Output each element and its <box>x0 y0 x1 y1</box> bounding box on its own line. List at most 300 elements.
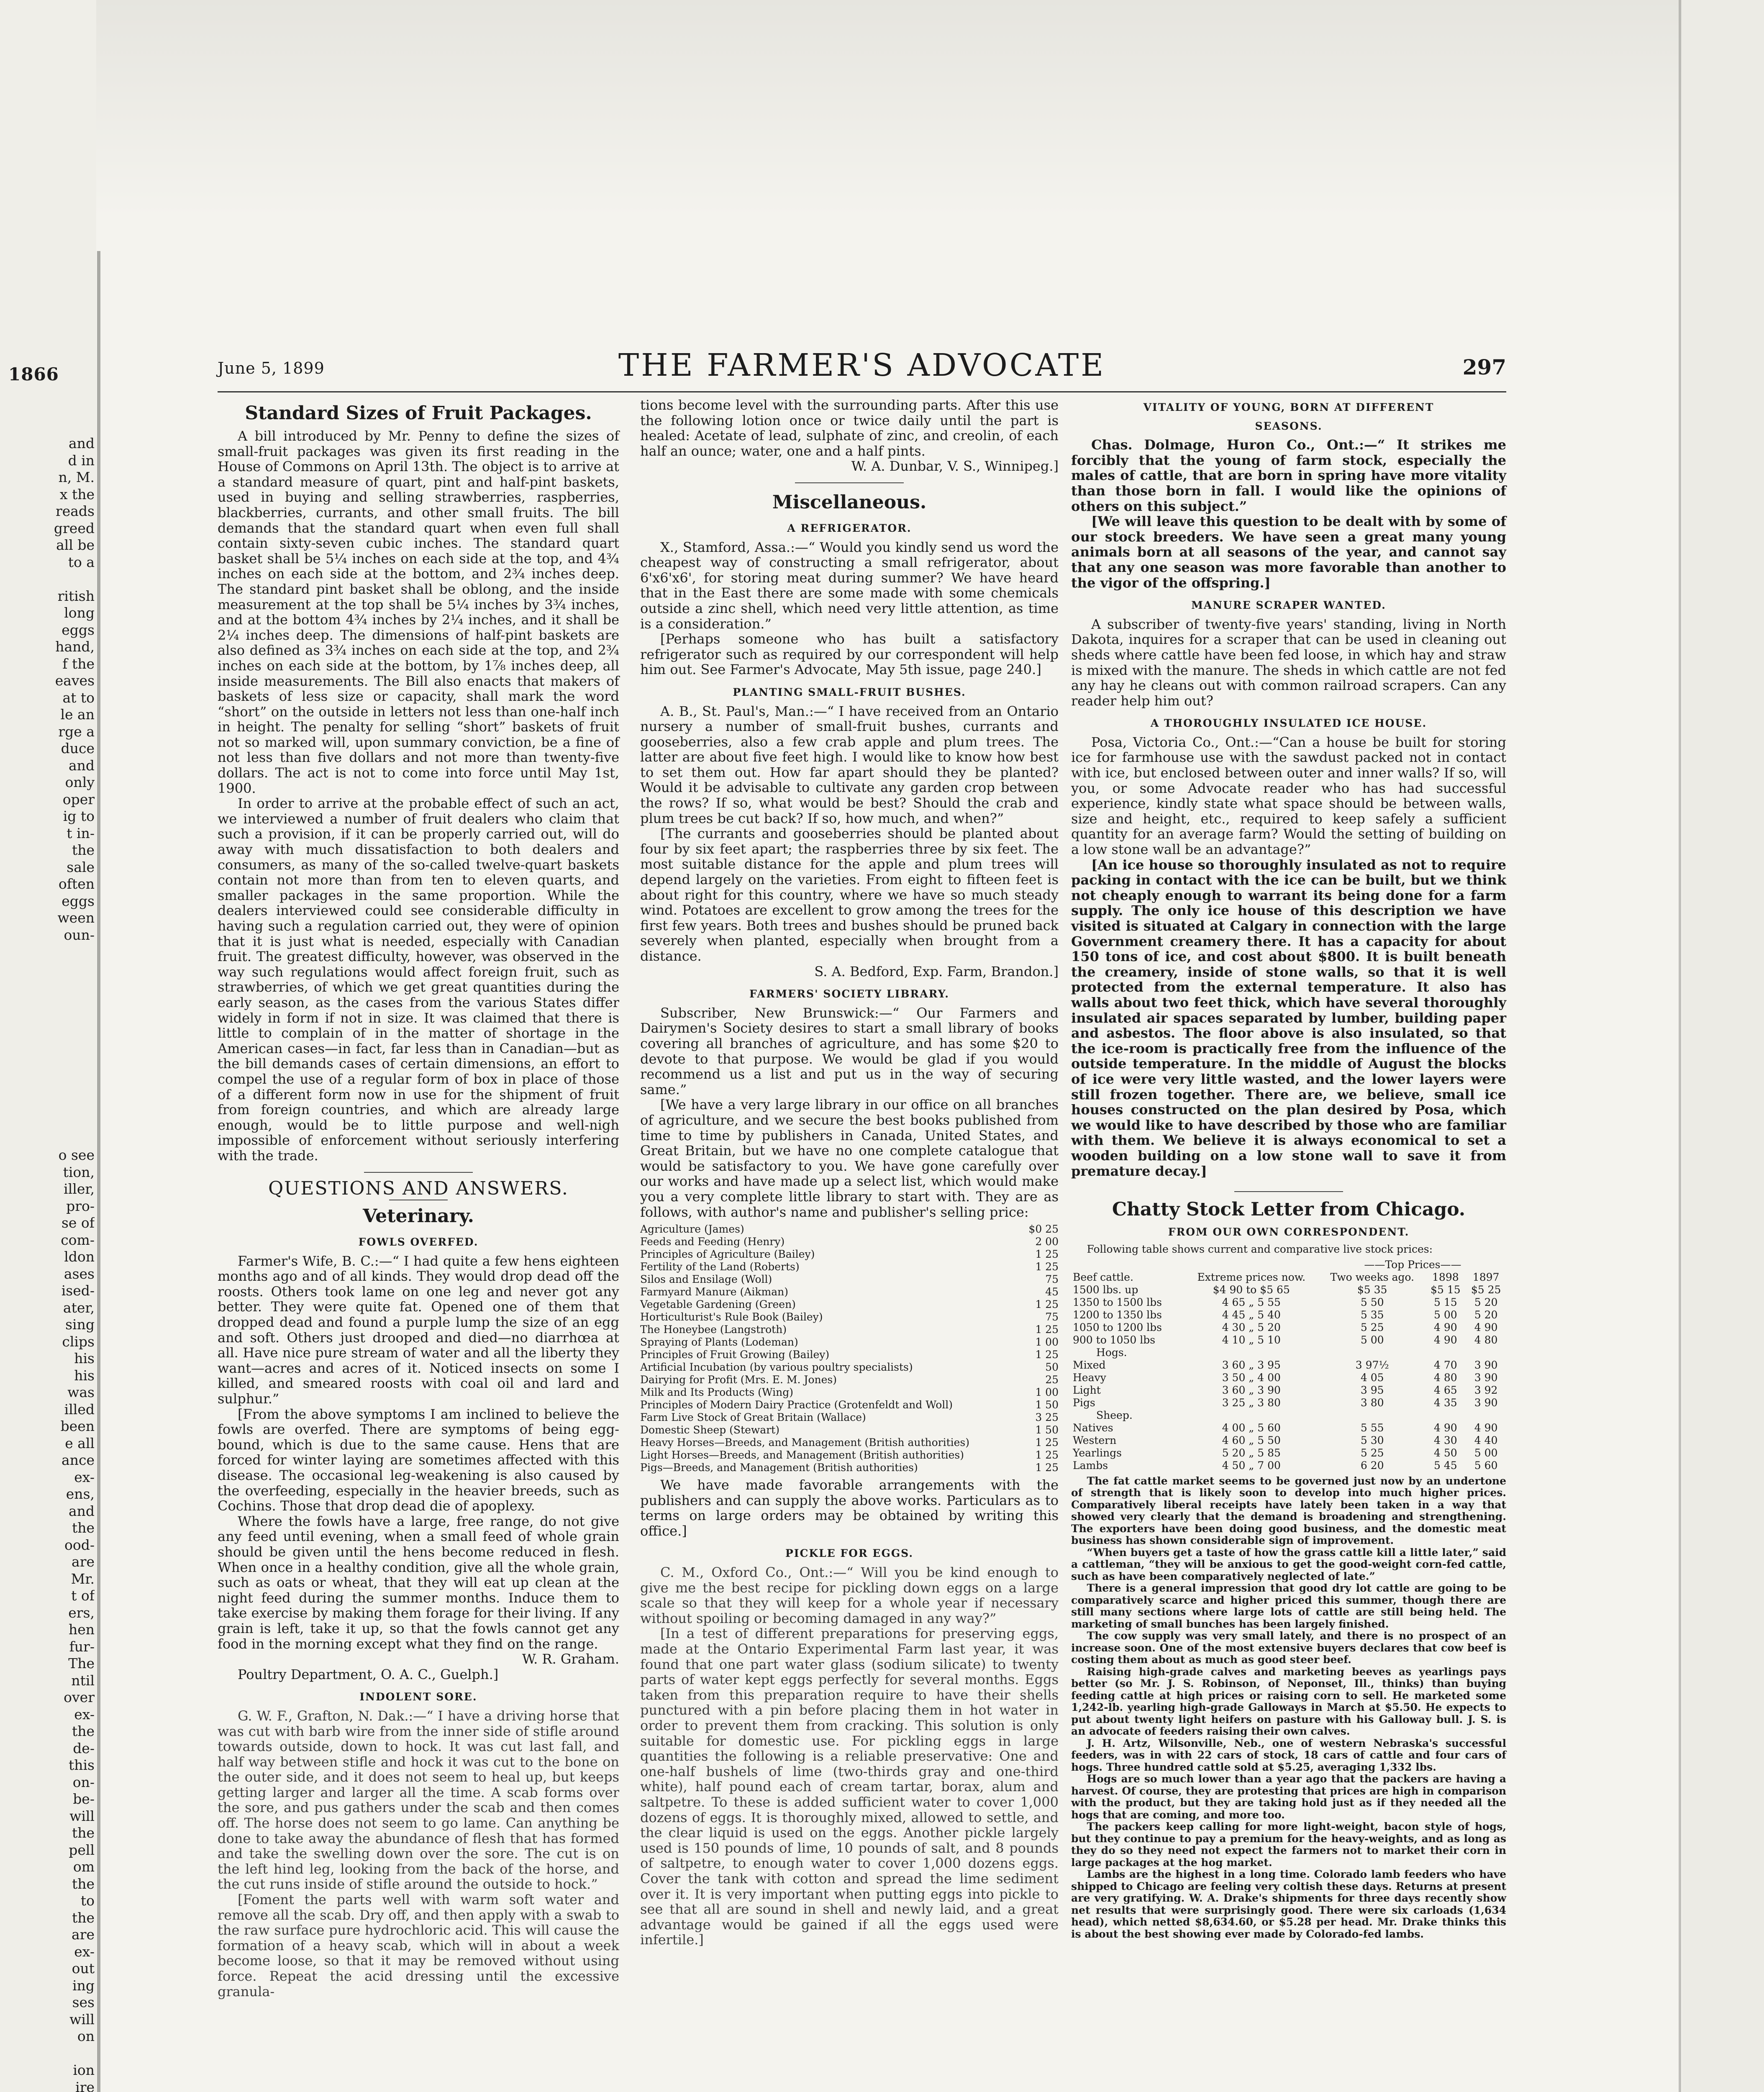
table-cell: 5 15 <box>1434 1296 1457 1308</box>
left-page-fragment: fur- <box>69 1638 95 1655</box>
left-page-fragment <box>3 1045 95 1062</box>
book-row <box>640 1323 1059 1336</box>
table-cell: 1500 lbs. up <box>1073 1283 1138 1296</box>
left-page-fragment: ases <box>64 1265 95 1282</box>
paragraph: [We have a very large library in our office on all branches of agriculture, and we secure the best books published from time to time by publishers in Canada, United States, and Great Britain, but we have no one complete catalogue that would be satisfactory to you. We have gone carefully over our works and have made up a select list, which would make you a very complete little library to start with. They are as follows, with author's name and publisher's selling price: <box>640 1097 1059 1220</box>
category-row <box>1071 1346 1506 1359</box>
left-page-fragment <box>3 1130 95 1147</box>
left-page-fragment: ritish <box>57 587 95 604</box>
table-cell: $4 90 to $5 65 <box>1213 1283 1290 1296</box>
left-page-fragment: will <box>69 2011 95 2028</box>
book-price: 1 25 <box>1035 1349 1059 1361</box>
book-row <box>640 1449 1059 1461</box>
book-row <box>640 1386 1059 1399</box>
book-title: Feeds and Feeding (Henry) <box>640 1236 785 1248</box>
book-title: Silos and Ensilage (Woll) <box>640 1273 772 1286</box>
book-title: Dairying for Profit (Mrs. E. M. Jones) <box>640 1374 837 1386</box>
left-page-fragment: se of <box>61 1215 95 1231</box>
signature: S. A. Bedford, Exp. Farm, Brandon.] <box>814 963 1059 979</box>
paragraph: The fat cattle market seems to be governed just now by an undertone of strength that is likely soon to develop into much higher prices. Comparatively liberal receipts have lately been taken in a way that showed very clearly that the demand is broadening and strengthening. The exporters have been doing good business, and the domestic meat business has shown considerable sign of improvement. <box>1071 1474 1506 1547</box>
paragraph: There is a general impression that good dry lot cattle are going to be comparatively scarce and higher priced this summer, though there are still many sections where large lots of cattle are still being held. The marketing of small bunches has been largely finished. <box>1071 1582 1506 1630</box>
left-page-fragment: d in <box>68 452 95 469</box>
book-row <box>640 1374 1059 1386</box>
left-page-fragment: his <box>74 1367 95 1384</box>
left-page-fragment: and <box>68 435 95 451</box>
left-page-fragment: ween <box>57 910 95 926</box>
left-page-fragment: greed <box>54 520 95 536</box>
table-cell: 4 35 <box>1434 1396 1457 1409</box>
table-row <box>1071 1372 1506 1384</box>
left-page-fragment: ing <box>72 1977 95 1994</box>
left-page-fragment: this <box>68 1757 95 1773</box>
book-row <box>640 1361 1059 1374</box>
table-cell: 4 65 „ 5 55 <box>1222 1296 1281 1308</box>
paragraph: The packers keep calling for more light-weight, bacon style of hogs, but they continue to pay a premium for the heavy-weights, and as long as they do so they need not expect the farmers not to market their corn in large packages at the hog market. <box>1071 1820 1506 1869</box>
book-price: 25 <box>1045 1374 1059 1386</box>
section-divider <box>364 1172 473 1173</box>
left-page-fragment: sing <box>65 1316 95 1333</box>
paragraph: [Foment the parts well with warm soft water and remove all the scab. Dry off, and then apply with a swab to the raw surface pure hydrochloric acid. This will cause the formation of a heavy scab, which will in about a week become loose, so that it may be removed without using force. Repeat the acid dressing until the excessive granula- <box>218 1892 619 2000</box>
table-cell: 3 90 <box>1474 1396 1498 1409</box>
chicago-letter-body <box>1071 1475 1506 1941</box>
table-cell: 4 65 <box>1434 1384 1457 1396</box>
left-page-fragment: ater, <box>63 1299 95 1316</box>
header-spacer <box>1071 1259 1319 1271</box>
table-cell: 5 00 <box>1360 1333 1384 1346</box>
book-price: 1 50 <box>1035 1399 1059 1411</box>
left-page-fragment: reads <box>55 503 95 519</box>
left-page-fragment <box>3 1062 95 1079</box>
column-1 <box>218 397 619 1999</box>
book-price: 3 25 <box>1035 1411 1059 1424</box>
table-cell: 900 to 1050 lbs <box>1073 1333 1156 1346</box>
left-page-fragment <box>3 1011 95 1028</box>
column-3 <box>1071 397 1506 1940</box>
book-row <box>640 1399 1059 1411</box>
paragraph: We have made favorable arrangements with the publishers and can supply the above works. Particulars as to terms on large orders may be obtained by writing this office.] <box>640 1477 1059 1539</box>
category-label: Hogs. <box>1096 1346 1127 1359</box>
paragraph: [We will leave this question to be dealt with by some of our stock breeders. We have seen a great many young animals born at all seasons of the year, and cannot say that any one season was more favorable than another to the vigor of the offspring.] <box>1071 513 1506 591</box>
query-subhead: VITALITY OF YOUNG, BORN AT DIFFERENT <box>1143 401 1434 413</box>
left-page-fragment: ig to <box>63 808 95 824</box>
left-page-fragment <box>3 977 95 995</box>
book-price: 50 <box>1045 1361 1059 1374</box>
table-cell: 4 50 „ 7 00 <box>1222 1459 1281 1472</box>
table-cell: 6 20 <box>1360 1459 1384 1472</box>
table-cell: 4 80 <box>1474 1333 1498 1346</box>
paragraph: tions become level with the surrounding parts. After this use the following lotion once or twice daily until the part is healed: Acetate of lead, sulphate of zinc, and creolin, of each half an ounce; water, one and a half pints. <box>640 397 1059 459</box>
query-subhead: PICKLE FOR EGGS. <box>785 1547 914 1560</box>
book-row <box>640 1273 1059 1286</box>
table-row <box>1071 1359 1506 1372</box>
book-price: 1 25 <box>1035 1461 1059 1474</box>
paragraph: Chas. Dolmage, Huron Co., Ont.:—“ It strikes me forcibly that the young of farm stock, especially the males of cattle, that are born in spring have more vitality than those born in fall. I would like the opinions of others on this subject.” <box>1071 437 1506 514</box>
paragraph: J. H. Artz, Wilsonville, Neb., one of western Nebraska's successful feeders, was in with 22 cars of stock, 18 cars of cattle and four cars of hogs. Three hundred cattle sold at $5.25, averaging 1,332 lbs. <box>1071 1737 1506 1773</box>
book-row <box>640 1411 1059 1424</box>
table-cell: Western <box>1073 1434 1117 1446</box>
query-subhead: PLANTING SMALL-FRUIT BUSHES. <box>733 686 966 698</box>
left-page-fragment: com- <box>61 1231 95 1248</box>
left-page-fragment: be- <box>73 1791 95 1807</box>
left-page-fragment: been <box>60 1418 95 1434</box>
header-date: June 5, 1899 <box>218 359 325 377</box>
left-page-fragment: ntil <box>71 1672 95 1689</box>
signature: W. R. Graham. <box>522 1651 619 1667</box>
table-cell: 3 95 <box>1360 1384 1384 1396</box>
left-page-fragment: the <box>72 842 95 858</box>
category-label: Sheep. <box>1096 1409 1133 1421</box>
left-page-fragment: are <box>72 1554 95 1570</box>
left-page-fragment: n, M. <box>58 469 95 485</box>
left-page-fragment: hand, <box>55 638 95 655</box>
column-header: Extreme prices now. <box>1197 1271 1306 1283</box>
book-price: 1 25 <box>1035 1298 1059 1311</box>
table-row <box>1071 1384 1506 1397</box>
query-subhead: FARMERS' SOCIETY LIBRARY. <box>749 988 949 1000</box>
table-cell: Yearlings <box>1073 1446 1122 1459</box>
page-header <box>218 347 1506 393</box>
left-page-fragment: ex- <box>74 1469 95 1485</box>
table-intro: Following table shows current and comparative live stock prices: <box>1087 1243 1433 1255</box>
left-page-fragment: o see <box>58 1147 95 1163</box>
table-cell: 4 00 „ 5 60 <box>1222 1421 1281 1434</box>
left-page-fragment: sale <box>67 859 95 875</box>
table-cell: 3 25 „ 3 80 <box>1222 1396 1281 1409</box>
section-title-veterinary: Veterinary. <box>363 1205 474 1227</box>
table-cell: 4 10 „ 5 10 <box>1222 1333 1281 1346</box>
table-cell: 5 00 <box>1474 1446 1498 1459</box>
left-page-number: 1866 <box>8 364 59 385</box>
table-cell: 1350 to 1500 lbs <box>1073 1296 1162 1308</box>
left-page-fragment: to a <box>68 554 95 570</box>
table-cell: 4 90 <box>1434 1321 1457 1333</box>
query-subhead: INDOLENT SORE. <box>359 1691 477 1703</box>
left-page-fragment: ex- <box>74 1706 95 1723</box>
table-cell: 4 60 „ 5 50 <box>1222 1434 1281 1446</box>
left-page-fragment <box>3 995 95 1012</box>
left-page-fragment: ex- <box>74 1943 95 1960</box>
article-title-fruit-packages: Standard Sizes of Fruit Packages. <box>245 403 592 424</box>
table-cell: 1050 to 1200 lbs <box>1073 1321 1162 1333</box>
book-price: 1 25 <box>1035 1436 1059 1449</box>
left-page-fragment: eggs <box>62 621 95 638</box>
table-cell: 5 25 <box>1360 1446 1384 1459</box>
header-rule <box>218 391 1506 392</box>
scan-top-shadow <box>0 0 1764 218</box>
table-row <box>1071 1422 1506 1434</box>
paragraph: A bill introduced by Mr. Penny to define the sizes of small-fruit packages was given its first reading in the House of Commons on April 13th. The object is to arrive at a standard measure of quart, pint and half-pint baskets, used in buying and selling strawberries, raspberries, blackberries, currants, and other small fruits. The bill demands that the standard quart when even full shall contain sixty-seven cubic inches. The standard quart basket shall be 5¼ inches on each side at the top, and 4¾ inches on each side at the bottom, and 2¾ inches deep. The standard pint basket shall be oblong, and the inside measurement at the top shall be 5¼ inches by 3¾ inches, and at the bottom 4¾ inches by 2¼ inches, and it shall be 2¼ inches deep. The dimensions of half-pint baskets are also defined as 3¾ inches on each side at the top, and 2¾ inches on each side at the bottom, by 1⅞ inches deep, all inside measurements. The Bill also enacts that makers of baskets of less size or capacity, shall mark the word “short” on the outside in letters not less than one-half inch in height. The penalty for selling “short” baskets of fruit not so marked will, upon summary conviction, be a fine of not less than five dollars and not more than twenty-five dollars. The act is not to come into force until May 1st, 1900. <box>218 428 619 796</box>
left-page-fragment: are <box>72 1926 95 1943</box>
left-page-fragment: the <box>72 1909 95 1926</box>
section-title-miscellaneous: Miscellaneous. <box>772 491 927 513</box>
right-margin <box>1682 0 1764 2092</box>
table-row <box>1071 1459 1506 1472</box>
book-row <box>640 1436 1059 1449</box>
paragraph: The cow supply was very small lately, and there is no prospect of an increase soon. One of the most extensive buyers declares that cow beef is costing them about as much as good steer beef. <box>1071 1630 1506 1666</box>
table-cell: 4 80 <box>1434 1371 1457 1384</box>
book-row <box>640 1261 1059 1273</box>
book-title: Pigs—Breeds, and Management (British authorities) <box>640 1461 918 1474</box>
book-price: 45 <box>1045 1286 1059 1298</box>
left-page-fragment: ised- <box>61 1282 95 1299</box>
column-header: Beef cattle. <box>1073 1271 1133 1283</box>
left-page-fragment: the <box>72 1520 95 1536</box>
table-cell: 3 90 <box>1474 1371 1498 1384</box>
paragraph: In order to arrive at the probable effect of such an act, we interviewed a number of fruit dealers who claim that such a provision, if it can be properly carried out, will do away with much dissatisfaction to both dealers and consumers, as many of the so-called twelve-quart baskets contain not more than from ten to eleven quarts, and smaller packages in the same proportion. While the dealers interviewed could see considerable difficulty in having such a regulation carried out, they were of opinion that it is just what is needed, especially with Canadian fruit. The greatest difficulty, however, was observed in the way such regulations would affect foreign fruit, such as strawberries, of which we get great quantities during the early season, as the cases from the various States differ widely in form if not in size. It was claimed that there is little to complain of in the matter of shortage in the American cases—in fact, far less than in Canadian—but as the bill demands cases of certain dimensions, an effort to compel the use of a regular form of box in place of those of a different form now in use for the shipment of fruit from foreign countries, and which are already large enough, would be to little purpose and well-nigh impossible of enforcement without seriously interfering with the trade. <box>218 795 619 1164</box>
table-cell: 4 30 „ 5 20 <box>1222 1321 1281 1333</box>
right-page-edge-line <box>1679 0 1681 2092</box>
article-title-chicago-letter: Chatty Stock Letter from Chicago. <box>1112 1199 1466 1220</box>
left-page-fragment: his <box>74 1350 95 1366</box>
table-cell: Light <box>1073 1384 1101 1396</box>
table-cell: Pigs <box>1073 1396 1095 1409</box>
left-page-fragment <box>3 1113 95 1130</box>
left-page-fragment: out <box>72 1960 95 1977</box>
table-cell: $5 15 <box>1431 1283 1461 1296</box>
left-page-fragment: to <box>80 1892 95 1909</box>
left-page-fragment: de- <box>73 1740 95 1756</box>
query-subhead: MANURE SCRAPER WANTED. <box>1191 599 1386 612</box>
left-page-fragment: f the <box>62 655 95 672</box>
paragraph: Lambs are the highest in a long time. Colorado lamb feeders who have shipped to Chicago are feeling very coltish these days. Returns at present are very gratifying. W. A. Drake's shipments for three days recently show net results that were surprisingly good. There were six carloads (1,634 head), which netted $8,634.60, or $5.28 per head. Mr. Drake thinks this is about the best showing ever made by Colorado-fed lambs. <box>1071 1868 1506 1940</box>
table-cell: 5 00 <box>1434 1308 1457 1321</box>
table-cell: 3 60 „ 3 90 <box>1222 1384 1281 1396</box>
book-title: Spraying of Plants (Lodeman) <box>640 1336 798 1349</box>
table-cell: $5 35 <box>1357 1283 1387 1296</box>
left-page-fragment: over <box>64 1689 95 1705</box>
left-page-fragment <box>3 1096 95 1113</box>
left-page-fragment: hen <box>68 1621 95 1638</box>
table-row <box>1071 1321 1506 1334</box>
table-cell: 5 30 <box>1360 1434 1384 1446</box>
book-row <box>640 1336 1059 1349</box>
category-row <box>1071 1409 1506 1422</box>
left-page-fragment: only <box>65 774 95 790</box>
book-title: Principles of Fruit Growing (Bailey) <box>640 1349 830 1361</box>
left-page-fragment <box>3 2045 95 2062</box>
table-cell: 3 90 <box>1474 1359 1498 1371</box>
left-page-fragment: ood- <box>64 1536 95 1553</box>
table-cell: 3 60 „ 3 95 <box>1222 1359 1281 1371</box>
table-row <box>1071 1284 1506 1296</box>
left-page-fragment: ses <box>72 1994 95 2010</box>
paragraph: Farmer's Wife, B. C.:—“ I had quite a few hens eighteen months ago and of all kinds. They would drop dead off the roosts. Others took lame on one leg and never got any better. They were quite fat. Opened one of them that dropped dead and found a purple lump the size of an egg and soft. Others just drooped and died—no diarrhœa at all. Have nice pure stream of water and all the liberty they want—acres and acres of it. Noticed insects on some I killed, and smeared roosts with coal oil and lard and sulphur.” <box>218 1253 619 1407</box>
book-price: 1 25 <box>1035 1449 1059 1461</box>
book-price: 1 00 <box>1035 1336 1059 1349</box>
left-page-fragment: The <box>68 1655 95 1672</box>
table-cell: 4 90 <box>1434 1333 1457 1346</box>
left-page-fragment: will <box>69 1807 95 1824</box>
table-row <box>1071 1296 1506 1309</box>
book-title: Milk and Its Products (Wing) <box>640 1386 793 1399</box>
paragraph: Where the fowls have a large, free range, do not give any feed until evening, when a small feed of whole grain should be given until the hens become reduced in flesh. When once in a healthy condition, give all the whole grain, such as oats or wheat, that they will eat up clean at the night feed during the summer months. Induce them to take exercise by making them forage for their living. If any grain is left, take it up, so that the fowls cannot get any food in the morning except what they find on the range. <box>218 1513 619 1652</box>
book-price: 1 00 <box>1035 1386 1059 1399</box>
book-title: Farmyard Manure (Aikman) <box>640 1286 788 1298</box>
table-cell: 5 35 <box>1360 1308 1384 1321</box>
paragraph: A. B., St. Paul's, Man.:—“ I have received from an Ontario nursery a number of small-fruit bushes, currants and gooseberries, also a few crab apple and plum trees. The latter are about five feet high. I would like to know how best to set them out. How far apart should they be planted? Would it be advisable to cultivate any garden crop between the rows? If so, what would be best? Should the crab and plum trees be cut back? If so, how much, and when?” <box>640 703 1059 826</box>
book-row <box>640 1298 1059 1311</box>
paragraph: A subscriber of twenty-five years' standing, living in North Dakota, inquires for a scraper that can be used in cleaning out sheds where cattle have been fed loose, in which hay and straw is mixed with the manure. The sheds in which cattle are not fed any hay he cleans out with common railroad scrapers. Can any reader help him out? <box>1071 616 1506 709</box>
table-cell: 4 70 <box>1434 1359 1457 1371</box>
table-cell: 4 90 <box>1474 1321 1498 1333</box>
table-row <box>1071 1309 1506 1321</box>
left-page-fragment: ire <box>75 2079 95 2092</box>
masthead-title: THE FARMER'S ADVOCATE <box>618 347 1106 383</box>
book-price: 1 25 <box>1035 1261 1059 1273</box>
table-cell: 5 60 <box>1474 1459 1498 1472</box>
query-subhead: SEASONS. <box>1255 420 1323 432</box>
book-title: Fertility of the Land (Roberts) <box>640 1261 800 1273</box>
left-page-fragment <box>3 1079 95 1096</box>
paragraph: C. M., Oxford Co., Ont.:—“ Will you be kind enough to give me the best recipe for pickling down eggs on a large scale so that they will keep for a whole year if necessary without spoiling or becoming damaged in any way?” <box>640 1564 1059 1626</box>
header-page-number: 297 <box>1462 355 1506 379</box>
left-page-fragment: illed <box>64 1401 95 1418</box>
table-row <box>1071 1397 1506 1409</box>
column-header: Two weeks ago. <box>1330 1271 1414 1283</box>
book-title: Domestic Sheep (Stewart) <box>640 1424 779 1436</box>
table-cell: 5 20 <box>1474 1296 1498 1308</box>
book-row <box>640 1311 1059 1323</box>
paragraph: G. W. F., Grafton, N. Dak.:—“ I have a driving horse that was cut with barb wire from the inner side of stifle around towards outside, down to hock. It was cut last fall, and half way between stifle and hock it was cut to the bone on the outer side, and it does not seem to heal up, but keeps getting larger and larger all the time. A scab forms over the sore, and pus gathers under the scab and then comes off. The horse does not seem to go lame. Can anything be done to take away the abundance of flesh that has formed and take the swelling down over the sore. The cut is on the left hind leg, looking from the back of the horse, and the cut runs inside of stifle around the outside to hock.” <box>218 1707 619 1892</box>
table-cell: Lambs <box>1073 1459 1108 1472</box>
signature: W. A. Dunbar, V. S., Winnipeg.] <box>851 458 1059 474</box>
left-page-fragment: ers, <box>68 1604 95 1621</box>
left-page-fragment: x the <box>59 486 95 502</box>
book-price: 75 <box>1045 1273 1059 1286</box>
book-row <box>640 1248 1059 1261</box>
table-cell: Heavy <box>1073 1371 1106 1384</box>
paragraph: Hogs are so much lower than a year ago that the packers are having a harvest. Of course, they are protesting that prices are high in comparison with the product, but they are taking hold just as if they needed all the hogs that are coming, and more too. <box>1071 1773 1506 1821</box>
left-page-fragment: often <box>58 876 95 892</box>
left-page-fragment: ens, <box>66 1486 95 1502</box>
left-page-fragment: ldon <box>64 1249 95 1265</box>
byline: FROM OUR OWN CORRESPONDENT. <box>1168 1226 1410 1238</box>
book-row <box>640 1286 1059 1298</box>
paragraph: Subscriber, New Brunswick:—“ Our Farmers and Dairymen's Society desires to start a small library of books covering all branches of agriculture, and has some $20 to devote to that purpose. We would be glad if you would recommend us a list and put us in the way of securing same.” <box>640 1005 1059 1097</box>
table-cell: 3 92 <box>1474 1384 1498 1396</box>
signature-affiliation: Poultry Department, O. A. C., Guelph.] <box>238 1666 499 1682</box>
paragraph: X., Stamford, Assa.:—“ Would you kindly send us word the cheapest way of constructing a small refrigerator, about 6'x6'x6', for storing meat during summer? We have heard that in the East there are some made with some chemicals outside a zinc shell, which need very little attention, as time is a consideration.” <box>640 539 1059 632</box>
query-subhead: A THOROUGHLY INSULATED ICE HOUSE. <box>1150 717 1427 730</box>
table-row <box>1071 1434 1506 1447</box>
book-title: Principles of Agriculture (Bailey) <box>640 1248 815 1261</box>
table-cell: 5 20 „ 5 85 <box>1222 1446 1281 1459</box>
table-cell: 3 97½ <box>1355 1359 1389 1371</box>
table-cell: Natives <box>1073 1421 1113 1434</box>
left-page-fragment: t of <box>71 1587 95 1604</box>
paragraph: Raising high-grade calves and marketing beeves as yearlings pays better (so Mr. J. S. Robinson, of Neponset, Ill., thinks) than buying feeding cattle at high prices or raising corn to sell. He marketed some 1,242-lb. yearling high-grade Galloways in March at $5.50. He expects to put about twenty light heifers on pasture with his Galloway bull. J. S. is an advocate of feeders raising their own calves. <box>1071 1665 1506 1738</box>
left-page-fragment: all be <box>56 537 95 553</box>
paragraph: Posa, Victoria Co., Ont.:—“Can a house be built for storing ice for farmhouse use with the sawdust packed not in contact with ice, but enclosed between outer and inner walls? If so, will you, or some Advocate reader who has had successful experience, kindly state what space should be between walls, size and height, etc., required to keep safely a sufficient quantity for an average farm? Would the setting of building on a low stone wall be an advantage?” <box>1071 734 1506 858</box>
top-prices-header: ——Top Prices—— <box>1364 1258 1461 1271</box>
column-header: 1898 <box>1432 1271 1459 1283</box>
column-2 <box>640 397 1059 1948</box>
left-page-fragment: pro- <box>66 1197 95 1214</box>
book-title: Artificial Incubation (by various poultry specialists) <box>640 1361 913 1374</box>
left-page-fragment: clips <box>62 1333 95 1350</box>
left-page-fragment: long <box>64 605 95 621</box>
table-cell: 4 90 <box>1474 1421 1498 1434</box>
book-title: Agriculture (James) <box>640 1223 744 1236</box>
left-page-fragment: rge a <box>58 723 95 740</box>
query-subhead: FOWLS OVERFED. <box>358 1236 479 1249</box>
book-price: 1 25 <box>1035 1323 1059 1336</box>
table-cell: 5 25 <box>1360 1321 1384 1333</box>
table-header-row <box>1071 1271 1506 1284</box>
table-row <box>1071 1447 1506 1459</box>
table-header-row <box>1071 1259 1506 1271</box>
book-price-list <box>640 1223 1059 1474</box>
left-page-fragment: Mr. <box>71 1570 95 1587</box>
query-subhead: A REFRIGERATOR. <box>787 522 912 534</box>
left-page-fragment: tion, <box>63 1164 95 1180</box>
left-page-fragment: e all <box>65 1435 95 1451</box>
left-page-fragment: was <box>67 1384 95 1400</box>
left-page-fragment: at to <box>62 689 95 706</box>
book-price: 1 50 <box>1035 1424 1059 1436</box>
left-page-fragment: duce <box>61 740 95 756</box>
paragraph: [The currants and gooseberries should be planted about four by six feet apart; the raspberries three by six feet. The most suitable distance for the apple and plum trees will depend largely on the varieties. From eight to fifteen feet is about right for this country, where we have so much steady wind. Potatoes are excellent to grow among the trees for the first few years. Both trees and bushes should be pruned back severely when planted, especially when brought from a distance. <box>640 826 1059 964</box>
page-fold-shadow <box>97 251 100 2092</box>
left-page-fragment <box>3 961 95 978</box>
book-title: The Honeybee (Langstroth) <box>640 1323 787 1336</box>
left-page-fragment: on- <box>72 1774 95 1790</box>
left-page-fragment: oun- <box>64 926 95 943</box>
table-cell: 4 50 <box>1434 1446 1457 1459</box>
book-row <box>640 1349 1059 1361</box>
left-page-fragment: pell <box>69 1841 95 1858</box>
book-row <box>640 1236 1059 1248</box>
book-row <box>640 1461 1059 1474</box>
left-page-fragment <box>3 943 95 961</box>
book-title: Horticulturist's Rule Book (Bailey) <box>640 1311 823 1323</box>
paragraph: “When buyers get a taste of how the grass cattle kill a little later,” said a cattleman, “they will be anxious to get the good-weight corn-fed cattle, such as have been comparatively neglected of late.” <box>1071 1546 1506 1582</box>
livestock-price-table <box>1071 1259 1506 1472</box>
book-row <box>640 1424 1059 1436</box>
paragraph: [An ice house so thoroughly insulated as not to require packing in contact with the ice can be built, but we think not cheaply enough to warrant its being done for a farm supply. The only ice house of this description we have visited is situated at Calgary in connection with the large Government creamery there. It has a capacity for about 150 tons of ice, and cost about $800. It is built beneath the creamery, inside of stone walls, so that it is well protected from the external temperature. It also has walls about two feet thick, which have several thoroughly insulated air spaces separated by lumber, building paper and asbestos. The floor above is also insulated, so that the ice-room is practically free from the influence of the outside temperature. In the middle of August the blocks of ice were very little wasted, and the lower layers were still frozen together. There are, we believe, small ice houses constructed on the plan desired by Posa, which we would like to have described by those who are familiar with them. We believe it is always economical to set a wooden building on a low stone wall to save it from premature decay.] <box>1071 856 1506 1179</box>
left-page-fragment: eggs <box>62 892 95 909</box>
left-page-fragment <box>3 1028 95 1046</box>
book-title: Light Horses—Breeds, and Management (British authorities) <box>640 1449 964 1461</box>
left-page-fragment: the <box>72 1825 95 1841</box>
book-row <box>640 1223 1059 1236</box>
left-page-fragment: ion <box>73 2062 95 2078</box>
left-page-text-fragments <box>3 435 95 2092</box>
left-page-fragment: on <box>77 2028 95 2044</box>
book-price: $0 25 <box>1028 1223 1059 1236</box>
table-row <box>1071 1334 1506 1346</box>
table-cell: 3 50 „ 4 00 <box>1222 1371 1281 1384</box>
left-page-fragment: the <box>72 1875 95 1892</box>
book-price: 2 00 <box>1035 1236 1059 1248</box>
table-cell: 4 05 <box>1360 1371 1384 1384</box>
table-cell: 5 20 <box>1474 1308 1498 1321</box>
left-page-fragment: eaves <box>55 672 95 689</box>
left-page-fragment: and <box>68 757 95 774</box>
section-title-questions-answers: QUESTIONS AND ANSWERS. <box>268 1177 569 1199</box>
left-page-fragment: om <box>73 1859 95 1875</box>
paragraph: [From the above symptoms I am inclined to believe the fowls are overfed. There are symptoms of being egg-bound, which is due to the same cause. Hens that are forced for winter laying are sometimes affected with this disease. The occasional leg-weakening is also caused by the overfeeding, especially in the heavier breeds, such as Cochins. Those that drop dead die of apoplexy. <box>218 1406 619 1514</box>
book-price: 1 25 <box>1035 1248 1059 1261</box>
section-divider <box>1234 1191 1343 1192</box>
book-title: Vegetable Gardening (Green) <box>640 1298 796 1311</box>
table-cell: 3 80 <box>1360 1396 1384 1409</box>
table-cell: 4 90 <box>1434 1421 1457 1434</box>
left-page-fragment: oper <box>62 791 95 808</box>
paragraph: [In a test of different preparations for preserving eggs, made at the Ontario Experimental Farm last year, it was found that one part water glass (sodium silicate) to twenty parts of water kept eggs perfectly for several months. Eggs taken from this preparation require to have their shells punctured with a pin before placing them in hot water in order to prevent them from cracking. This solution is only suitable for domestic use. For pickling eggs in large quantities the following is a reliable preservative: One and one-half bushels of lime (two-thirds gray and one-third white), half pound each of cream tartar, borax, alum and saltpetre. To these is added sufficient water to cover 1,000 dozens of eggs. It is thoroughly mixed, allowed to settle, and the clear liquid is used on the eggs. Another pickle largely used is 150 pounds of lime, 10 pounds of salt, and 8 pounds of saltpetre, to enough water to cover 1,000 dozens eggs. Cover the tank with cotton and spread the lime sediment over it. It is very important when putting eggs into pickle to see that all are sound in shell and newly laid, and a great advantage would be gained if all the eggs used were infertile.] <box>640 1625 1059 1948</box>
left-page-fragment: iller, <box>64 1181 95 1197</box>
table-cell: 5 50 <box>1360 1296 1384 1308</box>
